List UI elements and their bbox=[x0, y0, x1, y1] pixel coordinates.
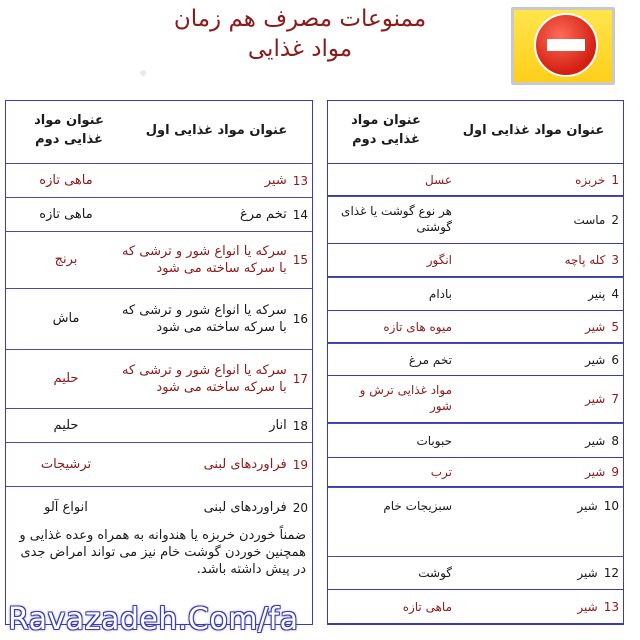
cell-first-food bbox=[120, 409, 308, 442]
table-row bbox=[6, 486, 312, 528]
row-number: 14 bbox=[292, 207, 308, 222]
table-row bbox=[328, 423, 623, 457]
table-row bbox=[327, 457, 624, 487]
cell-first-food bbox=[499, 164, 619, 195]
cell-second-food: ترشیجات bbox=[40, 456, 92, 472]
row-number: 8 bbox=[611, 433, 619, 448]
cell-second-food: ترب bbox=[430, 465, 452, 479]
row-number: 9 bbox=[611, 465, 619, 479]
cell-second-food: گوشت bbox=[418, 566, 452, 580]
cell-second-food: میوه های تازه bbox=[383, 319, 452, 334]
table-row bbox=[6, 349, 312, 408]
row-number: 18 bbox=[292, 418, 308, 433]
first-food-label: شیر bbox=[585, 465, 606, 479]
row-number: 15 bbox=[292, 253, 308, 267]
table-right bbox=[327, 100, 624, 625]
table-row bbox=[327, 589, 624, 624]
first-food-label: شیر bbox=[577, 599, 598, 614]
first-food-label: شیر bbox=[264, 173, 287, 188]
title-line-1: ممنوعات مصرف هم زمان bbox=[173, 6, 427, 32]
table-row bbox=[6, 408, 312, 442]
watermark: Ravazadeh.Com/fa bbox=[8, 602, 299, 637]
first-food-label: فراوردهای لبنی bbox=[203, 500, 287, 515]
cell-first-food bbox=[499, 488, 619, 556]
table-row bbox=[328, 343, 623, 375]
cell-first-food bbox=[499, 278, 619, 310]
first-food-label: ماست bbox=[573, 213, 606, 227]
cell-first-food bbox=[499, 424, 619, 457]
first-food-label: خربزه bbox=[575, 172, 606, 187]
cell-second-food: انگور bbox=[426, 253, 452, 267]
cell-second-food: تخم مرغ bbox=[408, 352, 452, 367]
no-entry-icon bbox=[511, 7, 615, 85]
cell-first-food bbox=[120, 198, 308, 231]
cell-second-food: هر نوع گوشت یا غذای گوشتی bbox=[341, 204, 452, 234]
table-row bbox=[328, 196, 623, 243]
table-row bbox=[327, 375, 624, 423]
row-number: 5 bbox=[611, 319, 619, 334]
first-food-label: سرکه یا انواع شور و ترشی که با سرکه ساخته می شود bbox=[121, 363, 287, 395]
cell-first-food bbox=[120, 487, 308, 528]
first-food-label: شیر bbox=[577, 499, 598, 513]
table-row bbox=[328, 556, 623, 589]
table-row bbox=[6, 442, 312, 486]
cell-second-food: بادام bbox=[428, 287, 452, 301]
cell-first-food bbox=[499, 244, 619, 276]
first-food-label: شیر bbox=[585, 392, 606, 406]
cell-first-food bbox=[499, 197, 619, 243]
row-number: 2 bbox=[611, 213, 619, 227]
first-food-label: شیر bbox=[577, 566, 598, 580]
row-number: 17 bbox=[292, 372, 308, 386]
table-row bbox=[327, 310, 624, 343]
cell-second-food: سبزیجات خام bbox=[383, 499, 452, 513]
first-food-label: سرکه یا انواع شور و ترشی که با سرکه ساخته می شود bbox=[121, 303, 287, 335]
cell-second-food: ماهی تازه bbox=[402, 599, 452, 614]
header-first-food: عنوان مواد غذایی اول bbox=[145, 123, 288, 138]
first-food-label: سرکه یا انواع شور و ترشی که با سرکه ساخته می شود bbox=[121, 244, 287, 276]
cell-first-food bbox=[120, 232, 308, 288]
first-food-label: فراوردهای لبنی bbox=[203, 457, 287, 472]
cell-first-food bbox=[120, 350, 308, 408]
row-number: 3 bbox=[611, 253, 619, 267]
table-row bbox=[6, 197, 312, 231]
row-number: 16 bbox=[292, 312, 308, 326]
row-number: 1 bbox=[611, 172, 619, 187]
cell-second-food: برنج bbox=[54, 252, 78, 267]
first-food-label: شیر bbox=[585, 319, 606, 334]
no-entry-circle bbox=[534, 13, 598, 77]
header-first-food: عنوان مواد غذایی اول bbox=[462, 123, 605, 138]
cell-first-food bbox=[499, 458, 619, 486]
page-title bbox=[150, 4, 450, 64]
row-number: 19 bbox=[292, 457, 308, 472]
table-row bbox=[328, 487, 623, 556]
cell-second-food: ماهی تازه bbox=[39, 172, 93, 188]
row-number: 20 bbox=[292, 500, 308, 515]
table-row bbox=[328, 277, 623, 310]
footnote: ضمناً خوردن خربزه یا هندوانه به همراه وعده غذایی و همچنین خوردن گوشت خام نیز می تواند امراض جدی در پیش داشته باشد. bbox=[19, 528, 306, 577]
table-row bbox=[6, 231, 312, 288]
row-number: 13 bbox=[603, 599, 619, 614]
first-food-label: تخم مرغ bbox=[240, 207, 287, 222]
header-second-food: عنوان مواد غذایی دوم bbox=[351, 113, 421, 147]
cell-second-food: انواع آلو bbox=[44, 499, 88, 515]
row-number: 10 bbox=[603, 499, 619, 513]
cell-first-food bbox=[499, 557, 619, 589]
cell-first-food bbox=[499, 376, 619, 422]
cell-second-food: حلیم bbox=[53, 417, 79, 433]
cell-first-food bbox=[499, 311, 619, 342]
first-food-label: شیر bbox=[585, 352, 606, 367]
cell-first-food bbox=[499, 590, 619, 623]
cell-second-food: ماهی تازه bbox=[39, 206, 93, 222]
no-entry-bar bbox=[547, 39, 585, 51]
row-number: 13 bbox=[292, 173, 308, 188]
cell-second-food: ماش bbox=[52, 311, 80, 326]
row-number: 6 bbox=[611, 352, 619, 367]
header-second-food: عنوان مواد غذایی دوم bbox=[34, 113, 104, 147]
table-row bbox=[327, 163, 624, 196]
cell-first-food bbox=[120, 443, 308, 486]
table-row bbox=[6, 163, 312, 197]
cell-second-food: حلیم bbox=[53, 371, 79, 386]
cell-first-food bbox=[120, 289, 308, 349]
first-food-label: شیر bbox=[585, 433, 606, 448]
first-food-label: کله پاچه bbox=[564, 253, 606, 267]
row-number: 7 bbox=[611, 392, 619, 406]
cell-second-food: حبوبات bbox=[416, 433, 452, 448]
cell-second-food: مواد غذایی ترش و شور bbox=[359, 383, 452, 413]
first-food-label: پنیر bbox=[588, 287, 606, 301]
table-row bbox=[6, 288, 312, 349]
row-number: 12 bbox=[603, 566, 619, 580]
cell-second-food: عسل bbox=[425, 172, 452, 187]
cell-first-food bbox=[120, 164, 308, 197]
first-food-label: انار bbox=[269, 418, 287, 433]
row-number: 4 bbox=[611, 287, 619, 301]
title-line-2: مواد غذایی bbox=[247, 36, 353, 62]
decorative-dot bbox=[140, 70, 146, 76]
table-row bbox=[327, 243, 624, 277]
cell-first-food bbox=[499, 344, 619, 375]
